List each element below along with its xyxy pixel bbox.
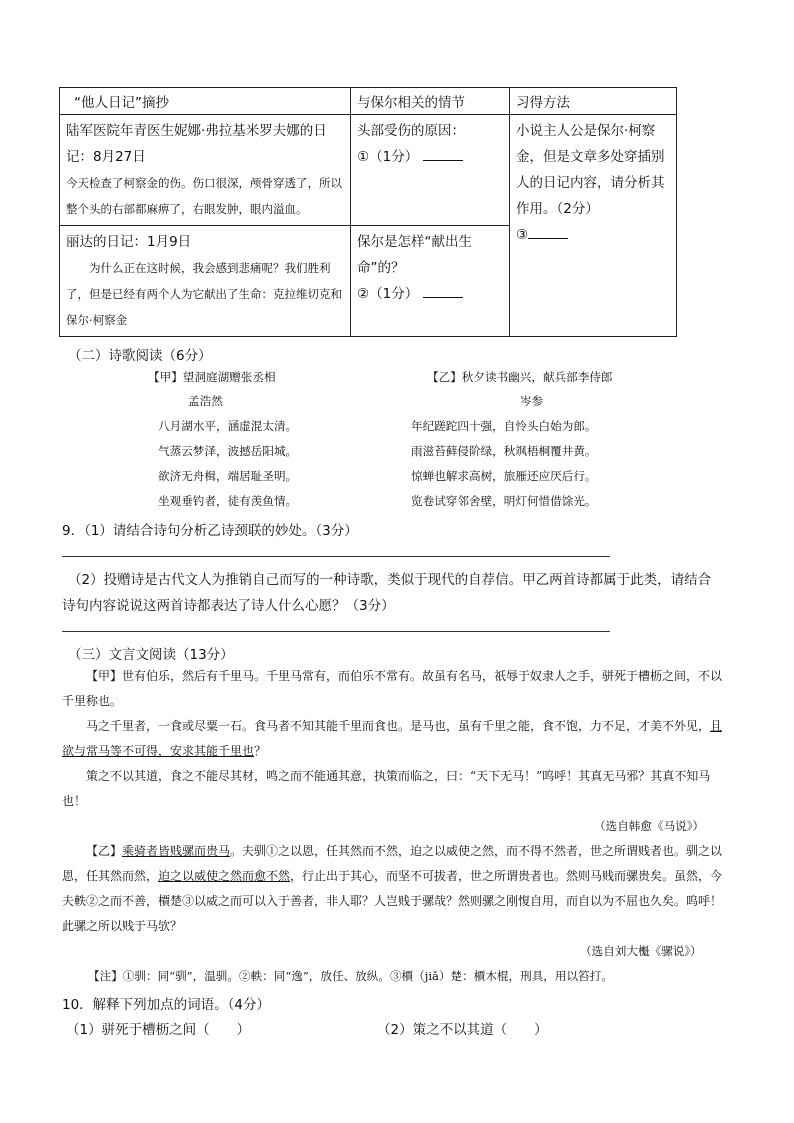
jia-paragraph-2: 马之千里者，一食或尽粟一石。食马者不知其能千里而食也。是马也，虽有千里之能，食不饱，力不足，才美不外见，且欲与常马等不可得，安求其能千里也？ [62,719,723,758]
jia-paragraph-3: 策之不以其道，食之不能尽其材，鸣之而不能通其意，执策而临之，曰：“天下无马！”呜呼！其真无马邪？其真不知马也！ [62,769,711,808]
diary-text: 今天检查了柯察金的伤。伤口很深，颅骨穿透了，所以整个头的右部都麻痹了，右眼发肿，眼内溢血。 [66,176,342,216]
underlined-sentence: 乘骑者皆贱骡而贵马 [122,844,231,858]
plot-cell-2 [351,226,510,337]
jia-source: （选自韩愈《马说》） [594,819,705,833]
diary-cell-1 [60,115,351,226]
diary-text: 为什么正在这时候，我会感到悲痛呢？我们胜利了，但是已经有两个人为它献出了生命：克拉维切克和保尔·柯察金 [66,261,342,327]
method-blank-label: ③ [516,227,529,243]
diary-title: 陆军医院年青医生妮娜·弗拉基米罗夫娜的日记：8月27日 [66,123,327,165]
plot-blank-label: ②（1分） [357,286,419,302]
question-10-title: 10．解释下列加点的词语。（4分） [62,997,271,1013]
poem-a-line: 坐观垂钓者，徒有羡鱼情。 [158,494,298,508]
question-9-2-line1: （2）投赠诗是古代文人为推销自己而写的一种诗歌，类似于现代的自荐信。甲乙两首诗都属于此类，请结合 [68,572,712,588]
plot-label: 保尔是怎样“献出生命”的？ [357,234,472,276]
diary-cell-2 [60,226,351,337]
poem-a-line: 气蒸云梦泽，波撼岳阳城。 [158,444,298,458]
header-plot: 与保尔相关的情节 [351,88,510,115]
answer-line-9-1[interactable] [62,556,610,557]
reading-table [59,87,677,337]
section-heading-classical: （三）文言文阅读（13分） [68,647,234,663]
poem-b-line: 惊蝉也解求高树，旅雁还应厌后行。 [411,469,597,483]
question-9-2-line2: 诗句内容说说这两首诗都表达了诗人什么心愿？（3分） [62,598,395,614]
question-10-item-1: （1）骈死于槽枥之间（ ） [66,1022,251,1038]
answer-blank-2[interactable] [423,283,463,298]
question-9-1: 9．（1）请结合诗句分析乙诗颈联的妙处。（3分） [62,523,358,539]
answer-blank-1[interactable] [423,146,463,161]
poem-a-author: 孟浩然 [188,394,223,408]
plot-blank-label: ①（1分） [357,149,419,165]
poem-b-line: 年纪蹉跎四十强，自怜头白始为郎。 [411,419,597,433]
poem-a-line: 八月湖水平，涵虚混太清。 [158,419,298,433]
poem-a-title: 【甲】望洞庭湖赠张丞相 [148,370,276,384]
header-method: 习得方法 [510,88,677,115]
method-cell [510,115,677,337]
table-header-row [60,88,677,115]
plot-cell-1 [351,115,510,226]
jia-paragraph-1: 【甲】世有伯乐，然后有千里马。千里马常有，而伯乐不常有。故虽有名马，祇辱于奴隶人之手，骈死于槽枥之间，不以千里称也。 [62,669,723,708]
header-diary: “他人日记”摘抄 [60,88,351,115]
diary-title: 丽达的日记：1月9日 [66,234,192,250]
answer-line-9-2[interactable] [62,631,610,632]
table-row [60,115,677,226]
question-10-item-2: （2）策之不以其道（ ） [377,1022,548,1038]
yi-source: （选自刘大櫆《骡说》） [580,944,702,958]
poem-b-title: 【乙】秋夕读书幽兴，献兵部李侍郎 [427,370,613,384]
poem-b-author: 岑参 [520,394,544,408]
annotation-note: 【注】①驯：同“驯”，温驯。②軼：同“逸”，放任、放纵。③檟（jiǎ）楚：檟木棍，刑具，用以笞打。 [88,969,613,983]
poem-a-line: 欲济无舟楫，端居耻圣明。 [158,469,298,483]
underlined-sentence: 迫之以威使之然而愈不然 [158,869,291,883]
poem-b-line: 雨滋苔藓侵阶绿，秋飒梧桐覆井黄。 [411,444,597,458]
poem-b-line: 览卷试穿邻舍壁，明灯何惜借馀光。 [411,494,597,508]
underlined-sentence: 且欲与常马等不可得，安求其能千里也 [62,719,723,758]
method-text: 小说主人公是保尔·柯察金，但是文章多处穿插别人的日记内容，请分析其作用。（2分） [516,123,665,217]
yi-paragraph: 【乙】乘骑者皆贱骡而贵马。夫驯①之以恩，任其然而不然，迫之以威使之然，而不得不然者，世之所谓贱者也。驯之以恩，任其然而然，迫之以威使之然而愈不然，行止出于其心，而坚不可拔者，世之所谓贵者也。然则马贱而骡贵矣。虽然，今夫軼②之而不善，檟楚③以威之而可以入于善者，非人耶？人岂贱于骡哉？然则骡之刚愎自用，而自以为不屈也久矣。呜呼！此骡之所以贱于马欤？ [62,844,723,933]
section-heading-poetry: （二）诗歌阅读（6分） [68,348,212,364]
plot-label: 头部受伤的原因： [357,123,465,139]
answer-blank-3[interactable] [528,224,568,239]
